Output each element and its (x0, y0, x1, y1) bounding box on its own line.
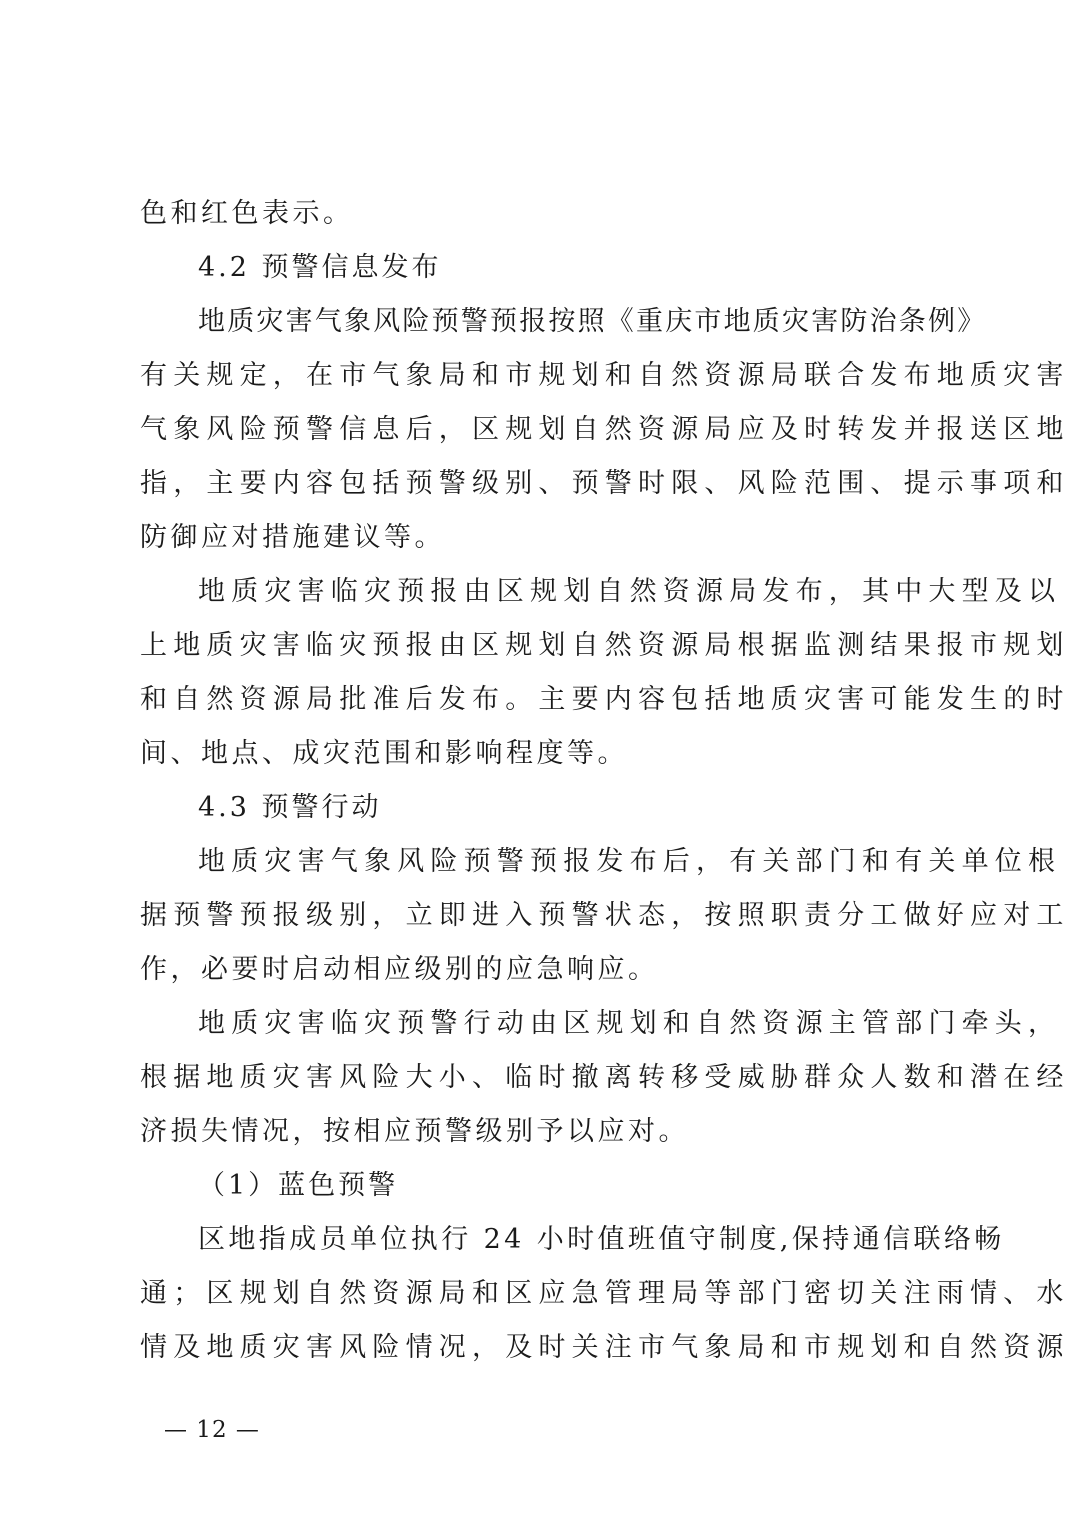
text-line: 作，必要时启动相应级别的应急响应。 (140, 954, 659, 985)
text-line: 济损失情况，按相应预警级别予以应对。 (140, 1116, 689, 1147)
text-line: 和自然资源局批准后发布。主要内容包括地质灾害可能发生的时 (140, 684, 1070, 715)
text-line: 区地指成员单位执行 24 小时值班值守制度,保持通信联络畅 (198, 1224, 1005, 1255)
text-line: 地质灾害临灾预报由区规划自然资源局发布，其中大型及以 (198, 576, 1062, 607)
text-line: 色和红色表示。 (140, 198, 354, 229)
text-line: 间、地点、成灾范围和影响程度等。 (140, 738, 628, 769)
text-line: 有关规定，在市气象局和市规划和自然资源局联合发布地质灾害 (140, 360, 1070, 391)
section-heading-4-3: 4.3 预警行动 (198, 792, 382, 823)
text-line: 地质灾害临灾预警行动由区规划和自然资源主管部门牵头， (198, 1008, 1062, 1039)
text-line: 据预警预报级别，立即进入预警状态，按照职责分工做好应对工 (140, 900, 1070, 931)
subsection-heading-blue-warning: （1）蓝色预警 (198, 1170, 399, 1201)
text-line: 通；区规划自然资源局和区应急管理局等部门密切关注雨情、水 (140, 1278, 1070, 1309)
page-number: — 12 — (164, 1417, 260, 1443)
text-line: 防御应对措施建议等。 (140, 522, 445, 553)
text-line: 地质灾害气象风险预警预报发布后，有关部门和有关单位根 (198, 846, 1062, 877)
text-line: 上地质灾害临灾预报由区规划自然资源局根据监测结果报市规划 (140, 630, 1070, 661)
text-line: 指，主要内容包括预警级别、预警时限、风险范围、提示事项和 (140, 468, 1070, 499)
text-line: 根据地质灾害风险大小、临时撤离转移受威胁群众人数和潜在经 (140, 1062, 1070, 1093)
section-heading-4-2: 4.2 预警信息发布 (198, 252, 442, 283)
text-line: 地质灾害气象风险预警预报按照《重庆市地质灾害防治条例》 (198, 306, 987, 337)
text-line: 情及地质灾害风险情况，及时关注市气象局和市规划和自然资源 (140, 1332, 1070, 1363)
text-line: 气象风险预警信息后，区规划自然资源局应及时转发并报送区地 (140, 414, 1070, 445)
